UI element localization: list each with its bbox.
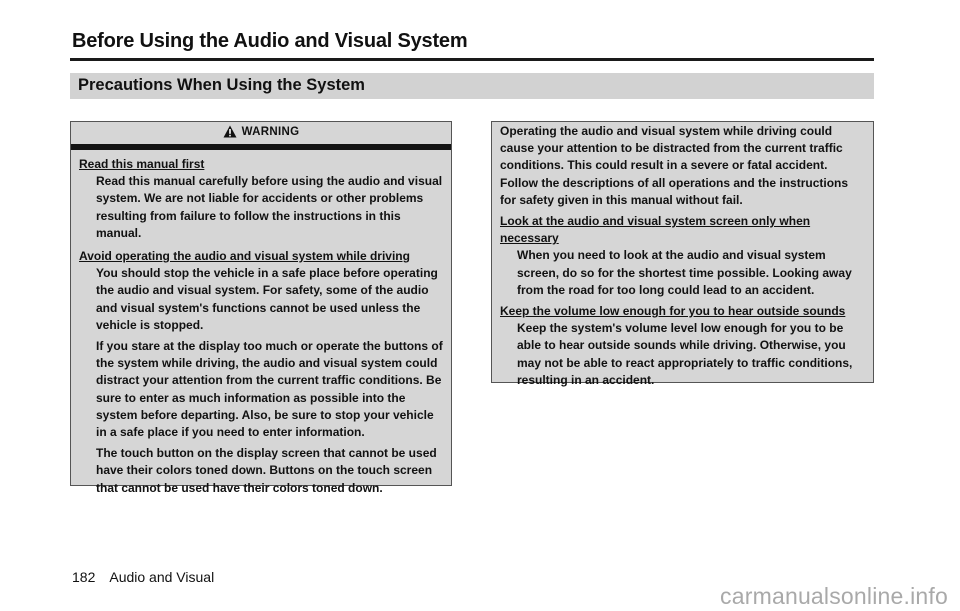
warning-triangle-icon xyxy=(223,125,237,145)
warning-item-text: Keep the system's volume level low enough for you to be able to hear outside sounds while driving. Otherwise, you may not be able to react appropriately to traffic conditions, resulting in an accident. xyxy=(517,321,853,387)
watermark: carmanualsonline.info xyxy=(720,583,948,609)
warning-item-text: If you stare at the display too much or operate the buttons of the system while driving, the audio and visual system could distract your attention from the current traffic conditions. Be sure to enter as much information as possible into the system before departing. Also, be sure to stop your vehicle in a safe place if you need to enter information. xyxy=(96,339,443,440)
warning-item-text: The touch button on the display screen that cannot be used have their colors toned down. Buttons on the touch screen that cannot be used have their colors toned down. xyxy=(96,446,437,495)
warning-content-right xyxy=(492,122,873,389)
page-footer xyxy=(72,569,214,585)
section-title: Precautions When Using the System xyxy=(78,76,365,94)
warning-header xyxy=(71,122,451,144)
warning-item-text: Read this manual carefully before using the audio and visual system. We are not liable for accidents or other problems resulting from failure to follow the instructions in this manual. xyxy=(96,174,443,240)
title-divider xyxy=(70,58,874,61)
footer-section: Audio and Visual xyxy=(109,569,215,585)
warning-item-heading: Look at the audio and visual system screen only when necessary xyxy=(500,214,811,246)
warning-box xyxy=(70,121,452,495)
warning-intro-text: Operating the audio and visual system while driving could cause your attention to be distracted from the current traffic conditions. This could result in a severe or fatal accident. Follow the descriptions of all operations and the instructions for safety given in this manual without fail. xyxy=(500,124,849,207)
page-number: 182 xyxy=(72,569,96,585)
warning-item-text: When you need to look at the audio and visual system screen, do so for the shortest time possible. Looking away from the road for too long could lead to an accident. xyxy=(517,248,852,297)
warning-item-heading: Avoid operating the audio and visual system while driving xyxy=(79,249,410,264)
warning-box-continued xyxy=(491,121,874,387)
warning-item-text: You should stop the vehicle in a safe place before operating the audio and visual system. For safety, some of the audio and visual system's functions cannot be used unless the vehicle is stopped. xyxy=(96,266,438,332)
warning-item-heading: Keep the volume low enough for you to hear outside sounds xyxy=(500,304,846,319)
warning-item-heading: Read this manual first xyxy=(79,157,205,171)
warning-label: WARNING xyxy=(241,126,300,138)
warning-content-left xyxy=(71,150,451,497)
page-title: Before Using the Audio and Visual System xyxy=(72,30,468,52)
